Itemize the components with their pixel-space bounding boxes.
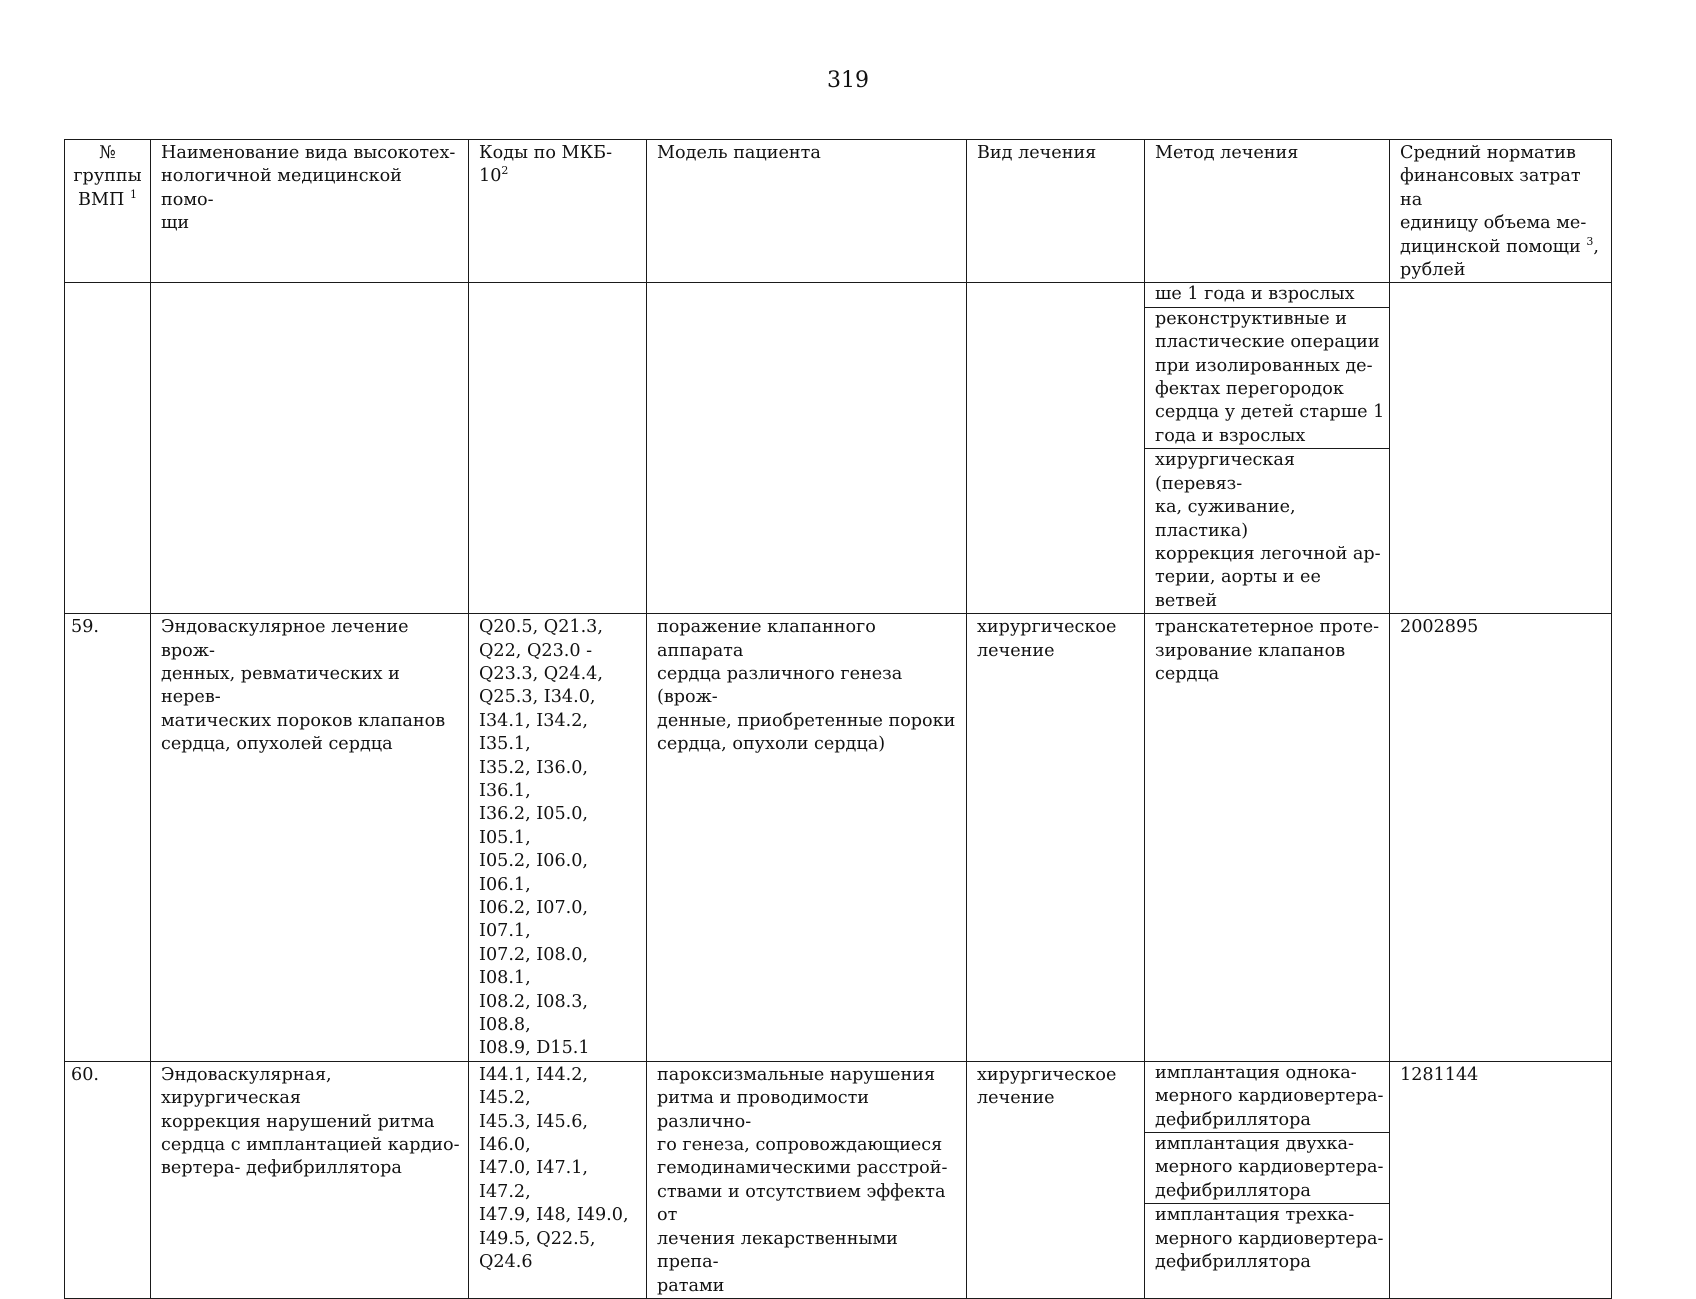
row-methods bbox=[1145, 614, 1390, 1062]
method-item: транскатетерное проте- зирование клапанов сердца bbox=[1155, 617, 1380, 684]
header-cost: Средний норматив финансовых затрат на единицу объема ме- дицинской помощи $^3$, рублей bbox=[1390, 140, 1612, 283]
row-cost: 2002895 bbox=[1390, 614, 1612, 1062]
method-item: имплантация однока- мерного кардиовертера- дефибриллятора bbox=[1155, 1062, 1384, 1130]
row-treatment-type bbox=[967, 283, 1145, 614]
vmp-table bbox=[64, 139, 1612, 1299]
header-treatment-type: Вид лечения bbox=[967, 140, 1145, 283]
row-methods bbox=[1145, 1061, 1390, 1298]
row-patient-model: пароксизмальные нарушения ритма и проводимости различно- го генеза, сопровождающиеся гемодинамическими расстрой- ствами и отсутствием эффекта от лечения лекарственными препа- ратами bbox=[647, 1061, 967, 1298]
method-item: ше 1 года и взрослых bbox=[1155, 284, 1355, 305]
row-patient-model bbox=[647, 283, 967, 614]
row-treatment-type: хирургическое лечение bbox=[967, 1061, 1145, 1298]
row-cost bbox=[1390, 283, 1612, 614]
row-group-no: 59. bbox=[65, 614, 151, 1062]
method-item: реконструктивные и пластические операции при изолированных де- фектах перегородок сердца у детей старше 1 года и взрослых bbox=[1145, 307, 1389, 448]
header-name: Наименование вида высокотех- нологичной медицинской помо- щи bbox=[151, 140, 469, 283]
row-treatment-type: хирургическое лечение bbox=[967, 614, 1145, 1062]
row-codes bbox=[469, 283, 647, 614]
method-item: имплантация двухка- мерного кардиовертера- дефибриллятора bbox=[1145, 1132, 1389, 1203]
method-item: имплантация трехка- мерного кардиовертера- дефибриллятора bbox=[1145, 1203, 1389, 1274]
page-number: 319 bbox=[827, 68, 869, 93]
table-row bbox=[65, 1061, 1612, 1298]
header-codes: Коды по МКБ- $10^2$ bbox=[469, 140, 647, 283]
header-group-no: № группы ВМП $^1$ bbox=[65, 140, 151, 283]
header-method: Метод лечения bbox=[1145, 140, 1390, 283]
row-codes: Q20.5, Q21.3, Q22, Q23.0 - Q23.3, Q24.4, Q25.3, I34.0, I34.1, I34.2, I35.1, I35.2, I36.0, I36.1, I36.2, I05.0, I05.1, I05.2, I06.0, I06.1, I06.2, I07.0, I07.1, I07.2, I08.0, I08.1, I08.2, I08.3, I08.8, I08.9, D15.1 bbox=[469, 614, 647, 1062]
row-methods bbox=[1145, 283, 1390, 614]
header-row bbox=[65, 140, 1612, 283]
method-item: хирургическая (перевяз- ка, суживание, пластика) коррекция легочной ар- терии, аорты и ее ветвей bbox=[1145, 448, 1389, 613]
row-codes: I44.1, I44.2, I45.2, I45.3, I45.6, I46.0, I47.0, I47.1, I47.2, I47.9, I48, I49.0, I49.5, Q22.5, Q24.6 bbox=[469, 1061, 647, 1298]
header-patient-model: Модель пациента bbox=[647, 140, 967, 283]
row-name: Эндоваскулярное лечение врож- денных, ревматических и нерев- матических пороков клапанов сердца, опухолей сердца bbox=[151, 614, 469, 1062]
row-name bbox=[151, 283, 469, 614]
row-cost: 1281144 bbox=[1390, 1061, 1612, 1298]
table-row bbox=[65, 614, 1612, 1062]
row-name: Эндоваскулярная, хирургическая коррекция нарушений ритма сердца с имплантацией кардио- вертера- дефибриллятора bbox=[151, 1061, 469, 1298]
table-row bbox=[65, 283, 1612, 614]
row-group-no bbox=[65, 283, 151, 614]
row-patient-model: поражение клапанного аппарата сердца различного генеза (врож- денные, приобретенные пороки сердца, опухоли сердца) bbox=[647, 614, 967, 1062]
row-group-no: 60. bbox=[65, 1061, 151, 1298]
